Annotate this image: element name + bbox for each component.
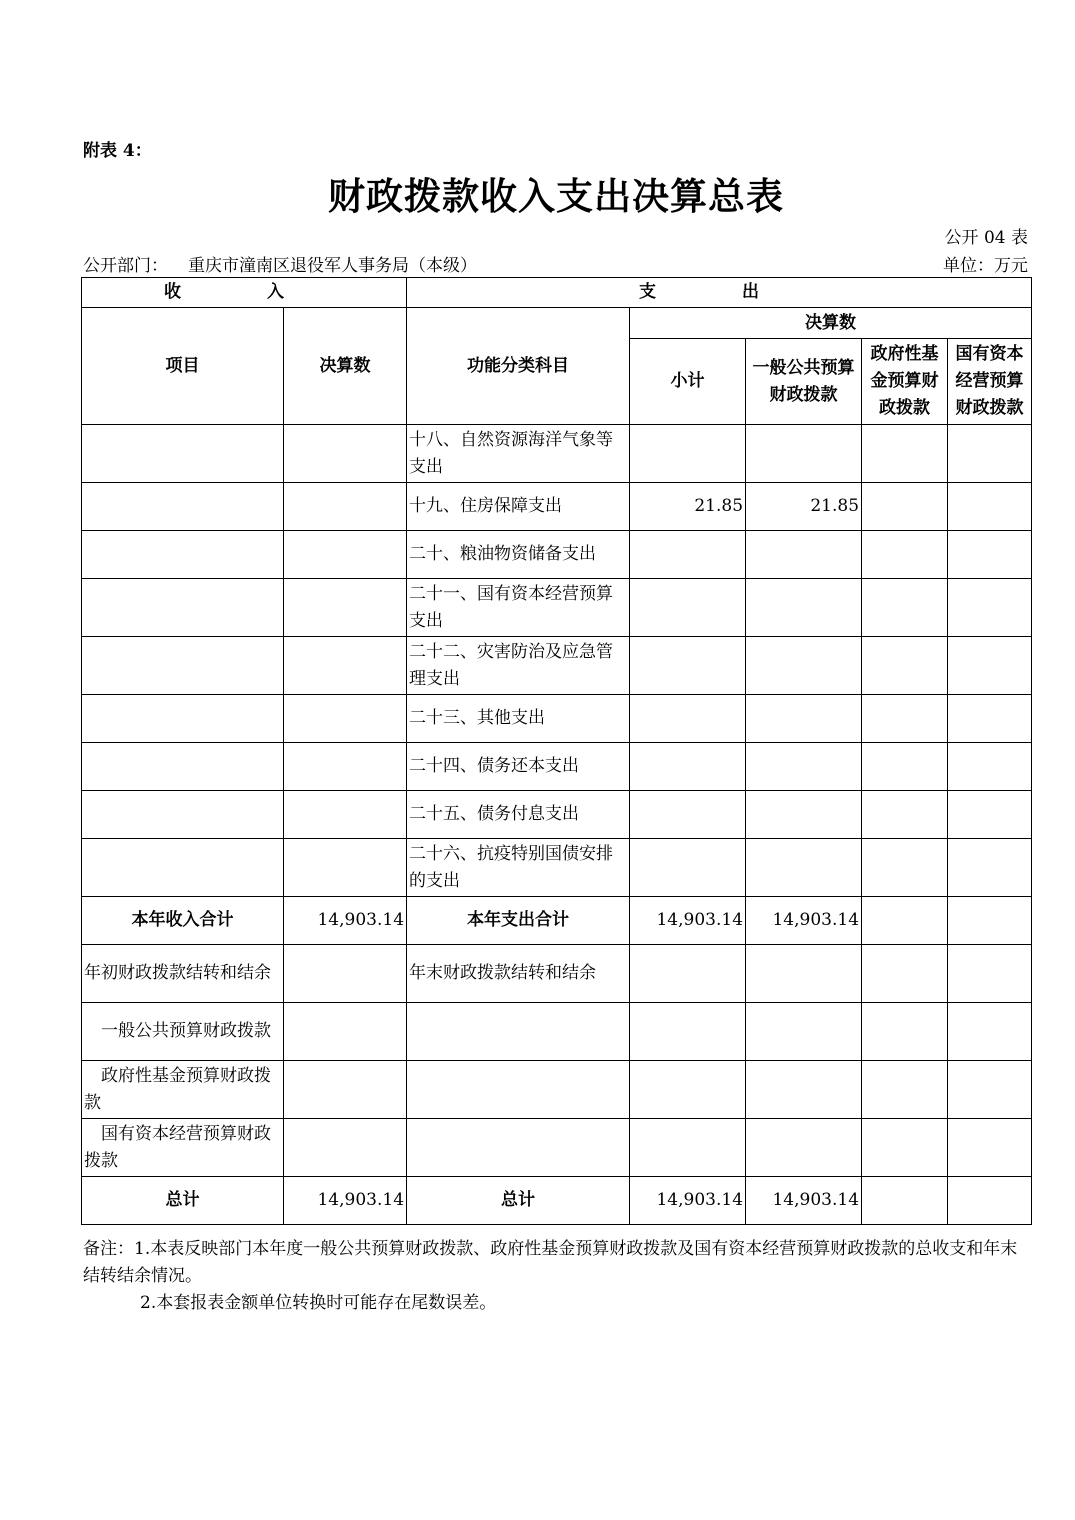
- empty-cell: [948, 1003, 1032, 1061]
- table-row: [82, 637, 1032, 695]
- empty-cell: [746, 1003, 862, 1061]
- income-item-cell: [82, 743, 284, 791]
- gov-fund-cell: [862, 791, 948, 839]
- function-category-header: 功能分类科目: [407, 308, 630, 425]
- empty-cell: [407, 1061, 630, 1119]
- year-income-total-label: 本年收入合计: [82, 897, 284, 945]
- state-capital-cell: [948, 531, 1032, 579]
- amount-header: 决算数: [284, 308, 407, 425]
- empty-cell: [407, 1003, 630, 1061]
- subtotal-cell: [630, 531, 746, 579]
- gov-fund-cell: [862, 579, 948, 637]
- general-cell: [746, 425, 862, 483]
- general-cell: [746, 531, 862, 579]
- year-expense-total-label: 本年支出合计: [407, 897, 630, 945]
- end-carry-gov-fund: [862, 945, 948, 1003]
- unit-label: 单位：万元: [943, 256, 1028, 276]
- state-capital-cell: [948, 695, 1032, 743]
- empty-cell: [407, 1119, 630, 1177]
- empty-cell: [284, 1119, 407, 1177]
- state-capital-cell: [948, 791, 1032, 839]
- state-capital-cell: [948, 425, 1032, 483]
- notes: [83, 1236, 1031, 1317]
- subtotal-cell: [630, 425, 746, 483]
- category-cell: 二十、粮油物资储备支出: [407, 531, 630, 579]
- empty-cell: [630, 1003, 746, 1061]
- general-cell: 21.85: [746, 483, 862, 531]
- gov-fund-header: 政府性基金预算财政拨款: [862, 339, 948, 425]
- empty-cell: [746, 1119, 862, 1177]
- gov-fund-cell: [862, 695, 948, 743]
- empty-cell: [630, 1119, 746, 1177]
- subtotal-cell: [630, 695, 746, 743]
- income-amount-cell: [284, 425, 407, 483]
- note-1: 备注：1.本表反映部门本年度一般公共预算财政拨款、政府性基金预算财政拨款及国有资本经营预算财政拨款的总收支和年末结转结余情况。: [83, 1239, 1018, 1286]
- table-row: [82, 839, 1032, 897]
- income-amount-cell: [284, 695, 407, 743]
- gov-fund-cell: [862, 483, 948, 531]
- income-amount-cell: [284, 531, 407, 579]
- end-carry-general: [746, 945, 862, 1003]
- general-cell: [746, 695, 862, 743]
- category-cell: 二十六、抗疫特别国债安排的支出: [407, 839, 630, 897]
- subtotal-cell: [630, 579, 746, 637]
- general-cell: [746, 637, 862, 695]
- income-amount-cell: [284, 579, 407, 637]
- empty-cell: [284, 1061, 407, 1119]
- income-item-cell: [82, 791, 284, 839]
- grand-expense-total-label: 总计: [407, 1177, 630, 1225]
- income-item-cell: [82, 531, 284, 579]
- grand-total-row: [82, 1177, 1032, 1225]
- department-line: [83, 251, 477, 276]
- start-carry-amount: [284, 945, 407, 1003]
- state-capital-header: 国有资本经营预算财政拨款: [948, 339, 1032, 425]
- empty-cell: [746, 1061, 862, 1119]
- general-cell: [746, 743, 862, 791]
- category-cell: 二十一、国有资本经营预算支出: [407, 579, 630, 637]
- empty-cell: [862, 1061, 948, 1119]
- category-cell: 二十三、其他支出: [407, 695, 630, 743]
- year-income-total-amount: 14,903.14: [284, 897, 407, 945]
- end-carry-state-capital: [948, 945, 1032, 1003]
- attachment-label: 附表 4：: [83, 141, 152, 161]
- year-expense-gov-fund: [862, 897, 948, 945]
- state-capital-cell: [948, 579, 1032, 637]
- start-carry-label: 年初财政拨款结转和结余: [82, 945, 284, 1003]
- income-item-cell: [82, 637, 284, 695]
- table-row: [82, 743, 1032, 791]
- carry-sub-row: [82, 1119, 1032, 1177]
- grand-expense-state-capital: [948, 1177, 1032, 1225]
- general-cell: [746, 791, 862, 839]
- gov-fund-cell: [862, 531, 948, 579]
- income-amount-cell: [284, 791, 407, 839]
- budget-table: [81, 277, 1032, 1225]
- income-item-cell: [82, 695, 284, 743]
- expenditure-header: 支 出: [407, 278, 1032, 308]
- gov-fund-cell: [862, 637, 948, 695]
- state-capital-cell: [948, 637, 1032, 695]
- table-code: 公开 04 表: [944, 228, 1028, 248]
- state-capital-cell: [948, 483, 1032, 531]
- grand-income-total-label: 总计: [82, 1177, 284, 1225]
- income-amount-cell: [284, 483, 407, 531]
- grand-expense-gov-fund: [862, 1177, 948, 1225]
- subtotal-header: 小计: [630, 339, 746, 425]
- note-2: 2.本套报表金额单位转换时可能存在尾数误差。: [140, 1293, 497, 1313]
- empty-cell: [862, 1119, 948, 1177]
- income-amount-cell: [284, 637, 407, 695]
- state-capital-cell: [948, 743, 1032, 791]
- category-cell: 二十五、债务付息支出: [407, 791, 630, 839]
- carry-gov-fund-label: 政府性基金预算财政拨款: [82, 1061, 284, 1119]
- department-name: 重庆市潼南区退役军人事务局（本级）: [188, 256, 477, 276]
- year-expense-general: 14,903.14: [746, 897, 862, 945]
- subtotal-cell: [630, 791, 746, 839]
- department-label: 公开部门：: [83, 256, 168, 276]
- end-carry-subtotal: [630, 945, 746, 1003]
- carry-sub-row: [82, 1003, 1032, 1061]
- table-row: [82, 579, 1032, 637]
- table-row: [82, 483, 1032, 531]
- grand-expense-subtotal: 14,903.14: [630, 1177, 746, 1225]
- general-cell: [746, 839, 862, 897]
- empty-cell: [862, 1003, 948, 1061]
- category-cell: 二十四、债务还本支出: [407, 743, 630, 791]
- category-cell: 二十二、灾害防治及应急管理支出: [407, 637, 630, 695]
- final-amount-header: 决算数: [630, 308, 1032, 339]
- item-header: 项目: [82, 308, 284, 425]
- category-cell: 十八、自然资源海洋气象等支出: [407, 425, 630, 483]
- end-carry-label: 年末财政拨款结转和结余: [407, 945, 630, 1003]
- gov-fund-cell: [862, 425, 948, 483]
- income-amount-cell: [284, 839, 407, 897]
- table-row: [82, 695, 1032, 743]
- grand-income-total-amount: 14,903.14: [284, 1177, 407, 1225]
- table-row: [82, 425, 1032, 483]
- table-row: [82, 791, 1032, 839]
- income-item-cell: [82, 839, 284, 897]
- grand-expense-general: 14,903.14: [746, 1177, 862, 1225]
- subtotal-cell: [630, 743, 746, 791]
- empty-cell: [284, 1003, 407, 1061]
- year-expense-state-capital: [948, 897, 1032, 945]
- state-capital-cell: [948, 839, 1032, 897]
- table-row: [82, 531, 1032, 579]
- carry-state-capital-label: 国有资本经营预算财政拨款: [82, 1119, 284, 1177]
- year-total-row: [82, 897, 1032, 945]
- gov-fund-cell: [862, 743, 948, 791]
- year-expense-subtotal: 14,903.14: [630, 897, 746, 945]
- general-cell: [746, 579, 862, 637]
- subtotal-cell: 21.85: [630, 483, 746, 531]
- income-item-cell: [82, 483, 284, 531]
- income-amount-cell: [284, 743, 407, 791]
- income-item-cell: [82, 425, 284, 483]
- subtotal-cell: [630, 839, 746, 897]
- subtotal-cell: [630, 637, 746, 695]
- carry-general-label: 一般公共预算财政拨款: [82, 1003, 284, 1061]
- category-cell: 十九、住房保障支出: [407, 483, 630, 531]
- carry-sub-row: [82, 1061, 1032, 1119]
- page-title: 财政拨款收入支出决算总表: [328, 174, 784, 218]
- empty-cell: [948, 1119, 1032, 1177]
- carry-row: [82, 945, 1032, 1003]
- income-header: 收 入: [82, 278, 407, 308]
- empty-cell: [948, 1061, 1032, 1119]
- gov-fund-cell: [862, 839, 948, 897]
- income-item-cell: [82, 579, 284, 637]
- general-public-header: 一般公共预算财政拨款: [746, 339, 862, 425]
- empty-cell: [630, 1061, 746, 1119]
